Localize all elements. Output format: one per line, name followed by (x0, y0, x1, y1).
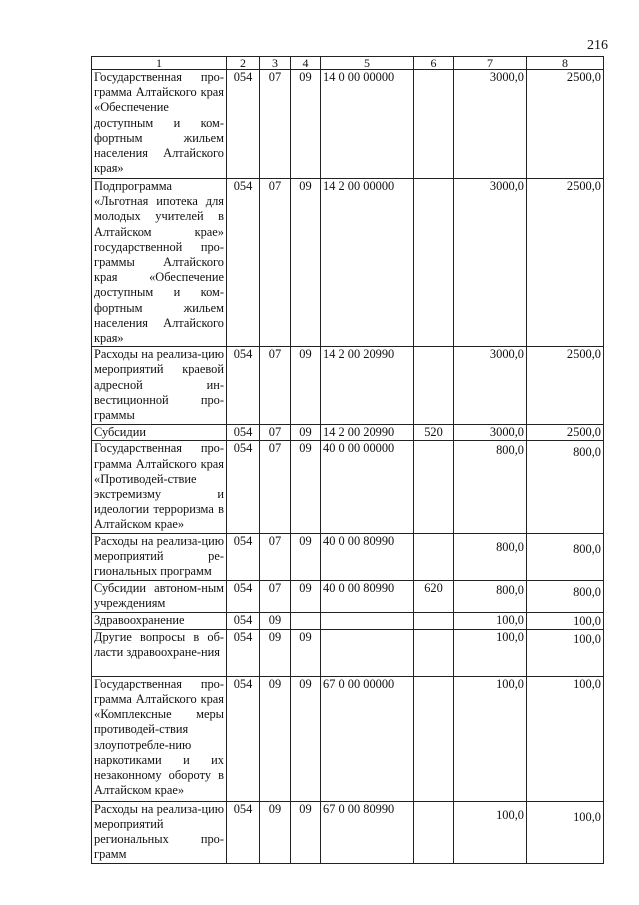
target-code (321, 612, 414, 629)
sum-year-2: 100,0 (527, 612, 604, 629)
sum-year-1: 100,0 (454, 629, 527, 676)
admin-code: 054 (227, 612, 260, 629)
subsection-code: 09 (291, 425, 321, 441)
column-header: 4 (291, 57, 321, 70)
table-row (92, 801, 604, 863)
table-row (92, 179, 604, 347)
sum-year-2: 2500,0 (527, 179, 604, 347)
expense-type (414, 70, 454, 179)
column-header: 8 (527, 57, 604, 70)
column-header: 7 (454, 57, 527, 70)
admin-code: 054 (227, 425, 260, 441)
subsection-code: 09 (291, 441, 321, 533)
expense-type (414, 441, 454, 533)
sum-year-1: 3000,0 (454, 70, 527, 179)
subsection-code: 09 (291, 580, 321, 612)
section-code: 09 (260, 612, 291, 629)
expense-type (414, 612, 454, 629)
row-name: Расходы на реализа-цию мероприятий ре-гиональных программ (92, 533, 227, 580)
subsection-code: 09 (291, 533, 321, 580)
table-row (92, 580, 604, 612)
column-header: 1 (92, 57, 227, 70)
table-row (92, 441, 604, 533)
subsection-code: 09 (291, 179, 321, 347)
subsection-code: 09 (291, 629, 321, 676)
expense-type (414, 801, 454, 863)
section-code: 07 (260, 179, 291, 347)
sum-year-1: 100,0 (454, 801, 527, 863)
section-code: 09 (260, 676, 291, 801)
table-row (92, 70, 604, 179)
budget-table (91, 56, 604, 864)
page-number: 216 (587, 38, 608, 53)
target-code: 14 2 00 20990 (321, 347, 414, 425)
subsection-code: 09 (291, 347, 321, 425)
subsection-code: 09 (291, 70, 321, 179)
sum-year-2: 2500,0 (527, 347, 604, 425)
section-code: 09 (260, 801, 291, 863)
sum-year-2: 800,0 (527, 533, 604, 580)
sum-year-1: 800,0 (454, 580, 527, 612)
target-code: 14 2 00 00000 (321, 179, 414, 347)
table-row (92, 629, 604, 676)
row-name: Расходы на реализа-цию мероприятий краевой адресной ин-вестиционной про-граммы (92, 347, 227, 425)
expense-type (414, 347, 454, 425)
target-code: 67 0 00 00000 (321, 676, 414, 801)
column-header: 5 (321, 57, 414, 70)
sum-year-2: 2500,0 (527, 70, 604, 179)
row-name: Субсидии автоном-ным учреждениям (92, 580, 227, 612)
table-header-row (92, 57, 604, 70)
sum-year-2: 2500,0 (527, 425, 604, 441)
target-code: 40 0 00 80990 (321, 580, 414, 612)
target-code (321, 629, 414, 676)
row-name: Субсидии (92, 425, 227, 441)
table-row (92, 676, 604, 801)
target-code: 40 0 00 80990 (321, 533, 414, 580)
subsection-code: 09 (291, 801, 321, 863)
row-name: Здравоохранение (92, 612, 227, 629)
admin-code: 054 (227, 179, 260, 347)
expense-type (414, 179, 454, 347)
sum-year-1: 3000,0 (454, 347, 527, 425)
target-code: 67 0 00 80990 (321, 801, 414, 863)
admin-code: 054 (227, 801, 260, 863)
row-name: Государственная про-грамма Алтайского края «Обеспечение доступным и ком-фортным жильем населения Алтайского края» (92, 70, 227, 179)
expense-type (414, 629, 454, 676)
column-header: 6 (414, 57, 454, 70)
table-row (92, 612, 604, 629)
section-code: 07 (260, 347, 291, 425)
expense-type: 520 (414, 425, 454, 441)
section-code: 07 (260, 70, 291, 179)
sum-year-1: 800,0 (454, 533, 527, 580)
sum-year-1: 800,0 (454, 441, 527, 533)
column-header: 3 (260, 57, 291, 70)
target-code: 14 2 00 20990 (321, 425, 414, 441)
sum-year-2: 100,0 (527, 801, 604, 863)
target-code: 14 0 00 00000 (321, 70, 414, 179)
admin-code: 054 (227, 580, 260, 612)
admin-code: 054 (227, 70, 260, 179)
admin-code: 054 (227, 441, 260, 533)
table-row (92, 347, 604, 425)
sum-year-2: 800,0 (527, 580, 604, 612)
column-header: 2 (227, 57, 260, 70)
table-row (92, 425, 604, 441)
subsection-code (291, 612, 321, 629)
admin-code: 054 (227, 347, 260, 425)
expense-type (414, 676, 454, 801)
subsection-code: 09 (291, 676, 321, 801)
sum-year-1: 3000,0 (454, 425, 527, 441)
sum-year-2: 100,0 (527, 629, 604, 676)
expense-type (414, 533, 454, 580)
row-name: Подпрограмма «Льготная ипотека для молодых учителей в Алтайском крае» государственной про-граммы Алтайского края «Обеспечение доступным и ком-фортным жильем населения Алтайского края» (92, 179, 227, 347)
admin-code: 054 (227, 533, 260, 580)
sum-year-1: 3000,0 (454, 179, 527, 347)
row-name: Государственная про-грамма Алтайского края «Комплексные меры противодей-ствия злоупотребле-нию наркотиками и их незаконному обороту в Алтайском крае» (92, 676, 227, 801)
sum-year-2: 800,0 (527, 441, 604, 533)
sum-year-1: 100,0 (454, 676, 527, 801)
section-code: 07 (260, 580, 291, 612)
sum-year-1: 100,0 (454, 612, 527, 629)
admin-code: 054 (227, 629, 260, 676)
section-code: 07 (260, 441, 291, 533)
row-name: Государственная про-грамма Алтайского края «Противодей-ствие экстремизму и идеологии терроризма в Алтайском крае» (92, 441, 227, 533)
section-code: 09 (260, 629, 291, 676)
admin-code: 054 (227, 676, 260, 801)
expense-type: 620 (414, 580, 454, 612)
table-row (92, 533, 604, 580)
row-name: Другие вопросы в об-ласти здравоохране-ния (92, 629, 227, 676)
section-code: 07 (260, 533, 291, 580)
sum-year-2: 100,0 (527, 676, 604, 801)
row-name: Расходы на реализа-цию мероприятий региональных про-грамм (92, 801, 227, 863)
section-code: 07 (260, 425, 291, 441)
target-code: 40 0 00 00000 (321, 441, 414, 533)
